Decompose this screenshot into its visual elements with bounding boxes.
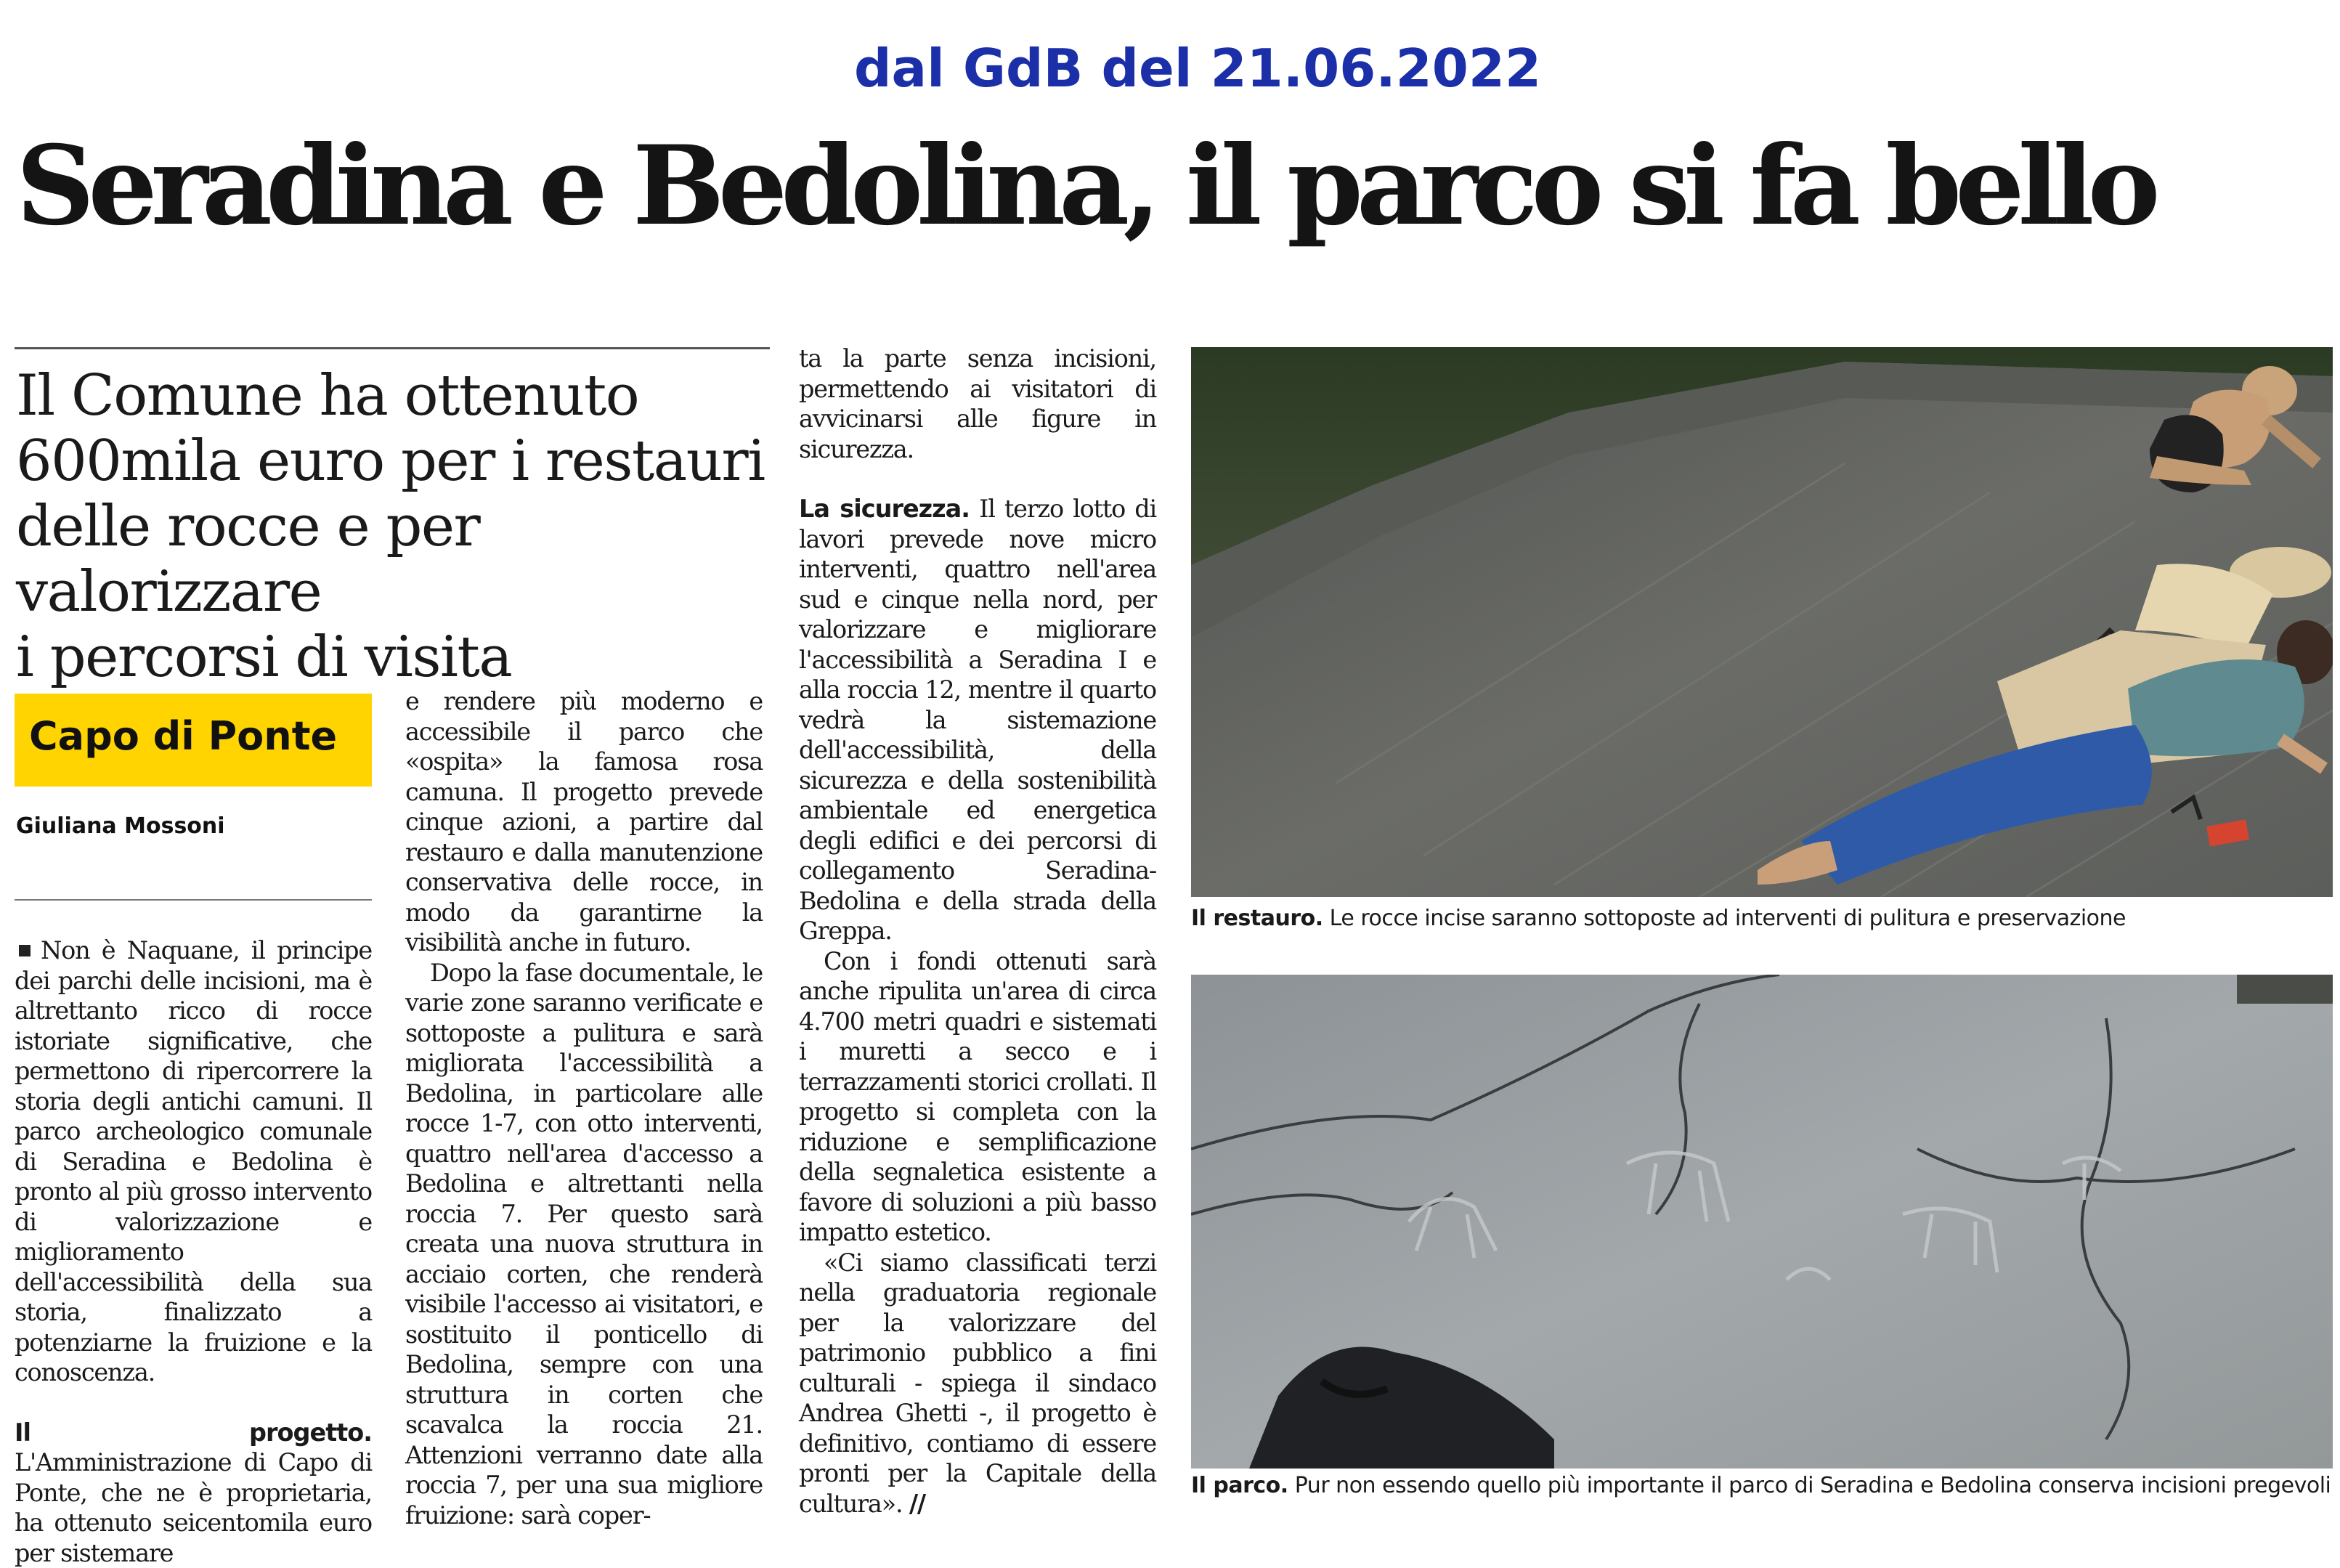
- article-column-2: [405, 686, 763, 1530]
- subtitle-line: Il Comune ha ottenuto: [16, 363, 771, 428]
- subtitle-top-rule: [15, 347, 770, 349]
- paragraph: La sicurezza. Il terzo lotto di lavori prevede nove micro interventi, quattro nell'area sud e cinque nella nord, per valorizzare e migliorare l'accessibilità a Seradina I e alla roccia 12, mentre il quarto vedrà la sistemazione dell'accessibilità, della sicurezza e della sostenibilità ambientale ed energetica degli edifici e dei percorsi di collegamento Seradina-Bedolina e della strada della Greppa.: [799, 494, 1156, 946]
- photo-restoration-image: [1191, 347, 2333, 897]
- photo-park: [1191, 975, 2333, 1469]
- article-column-1: [15, 935, 372, 1568]
- paragraph: e rendere più moderno e accessibile il parco che «ospita» la famosa rosa camuna. Il progetto prevede cinque azioni, a partire dal restauro e dalla manutenzione conservativa delle rocce, in modo da garantirne la visibilità anche in futuro.: [405, 686, 763, 958]
- paragraph: Dopo la fase documentale, le varie zone saranno verificate e sottoposte a pulitura e sarà migliorata l'accessibilità a Bedolina, in particolare alle rocce 1-7, con otto interventi, quattro nell'area d'accesso a Bedolina e altrettanti nella roccia 7. Per questo sarà creata una nuova struttura in acciaio corten, che renderà visibile l'accesso ai visitatori, e sostituito il ponticello di Bedolina, sempre con una struttura in corten che scavalca la roccia 21. Attenzioni verranno date alla roccia 7, per una sua migliore fruizione: sarà coper-: [405, 958, 763, 1531]
- square-bullet-icon: [19, 945, 31, 956]
- paragraph: Non è Naquane, il principe dei parchi delle incisioni, ma è altrettanto ricco di rocce istoriate significative, che permettono di ripercorrere la storia degli antichi camuni. Il parco archeologico comunale di Seradina e Bedolina è pronto al più grosso intervento di valorizzazione e miglioramento dell'accessibilità della sua storia, finalizzato a potenziarne la fruizione e la conoscenza.: [15, 935, 372, 1388]
- photo-park-image: [1191, 975, 2333, 1469]
- photo-restoration-caption: Il restauro. Le rocce incise saranno sottoposte ad interventi di pulitura e preservazione: [1191, 906, 2126, 931]
- article-subtitle: [16, 363, 771, 690]
- section-lead: Il progetto.: [15, 1418, 372, 1447]
- end-mark: //: [909, 1490, 925, 1518]
- caption-lead: Il restauro.: [1191, 906, 1323, 931]
- subtitle-line: delle rocce e per valorizzare: [16, 494, 771, 625]
- subtitle-line: 600mila euro per i restauri: [16, 428, 771, 494]
- paragraph: ta la parte senza incisioni, permettendo ai visitatori di avvicinarsi alle figure in sicurezza.: [799, 344, 1156, 464]
- source-date-line: dal GdB del 21.06.2022: [854, 38, 1541, 99]
- place-label: Capo di Ponte: [29, 713, 337, 759]
- paragraph: «Ci siamo classificati terzi nella graduatoria regionale per la valorizzare del patrimonio pubblico a fini culturali - spiega il sindaco Andrea Ghetti -, il progetto è definitivo, contiamo di essere pronti per la Capitale della cultura». //: [799, 1248, 1156, 1519]
- paragraph: Il progetto. L'Amministrazione di Capo di Ponte, che ne è proprietaria, ha ottenuto seicentomila euro per sistemare: [15, 1418, 372, 1568]
- paragraph: Con i fondi ottenuti sarà anche ripulita un'area di circa 4.700 metri quadri e sistemati i muretti a secco e i terrazzamenti storici crollati. Il progetto si completa con la riduzione e semplificazione della segnaletica esistente a favore di soluzioni a più basso impatto estetico.: [799, 946, 1156, 1248]
- article-headline: Seradina e Bedolina, il parco si fa bello: [16, 122, 2154, 250]
- byline-rule: [15, 899, 372, 901]
- section-lead: La sicurezza.: [799, 495, 970, 523]
- article-column-3: [799, 344, 1156, 1519]
- photo-restoration: [1191, 347, 2333, 897]
- caption-lead: Il parco.: [1191, 1473, 1288, 1498]
- photo-park-caption: Il parco. Pur non essendo quello più importante il parco di Seradina e Bedolina conserva incisioni pregevoli: [1191, 1473, 2331, 1498]
- author-byline: Giuliana Mossoni: [16, 813, 225, 839]
- subtitle-line: i percorsi di visita: [16, 625, 771, 690]
